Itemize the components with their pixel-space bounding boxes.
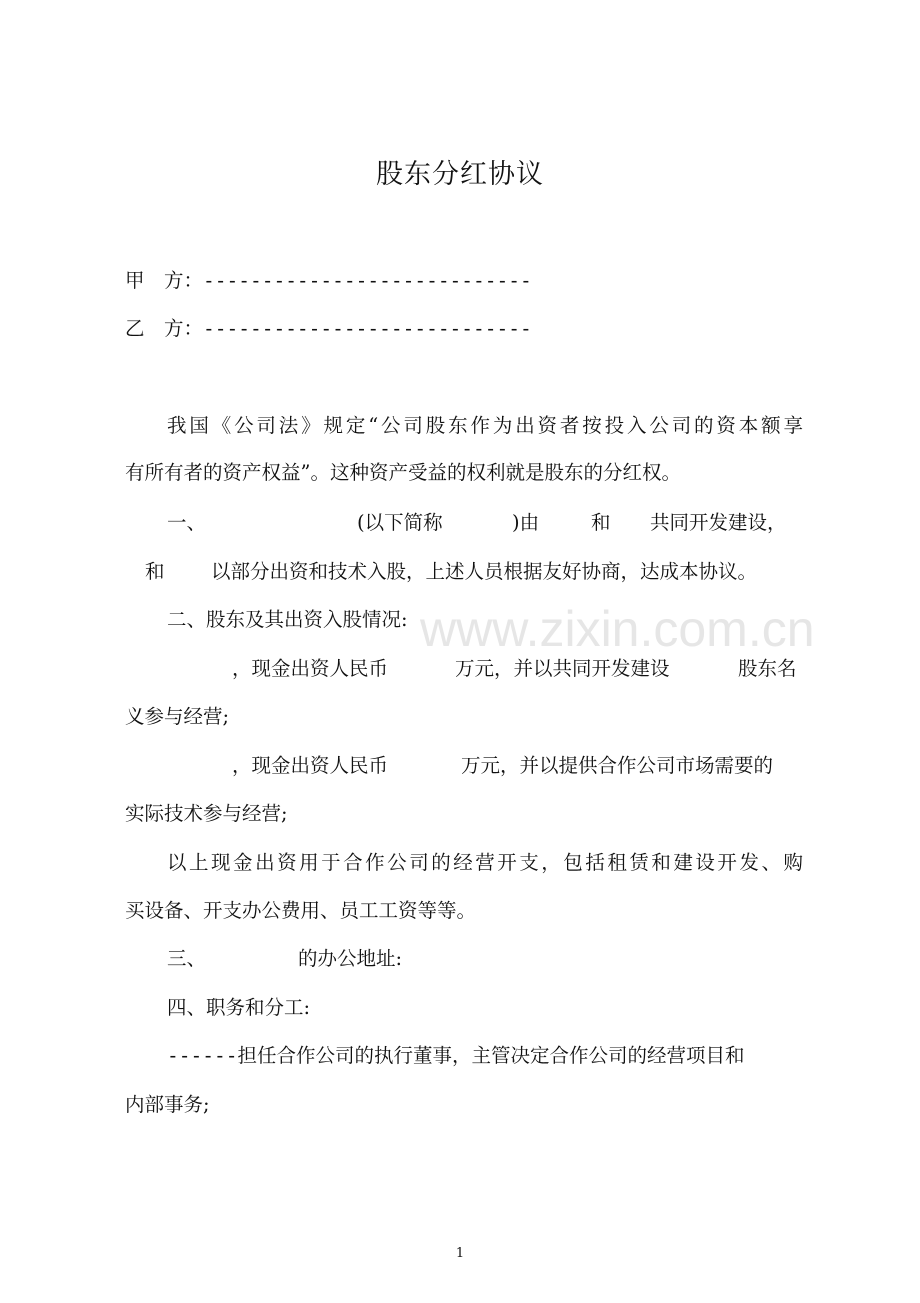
shareholder-1-develop: 万元，并以共同开发建设 — [455, 657, 670, 680]
section-4-duty-line-1 — [167, 1041, 744, 1071]
section-4-duty-line-2: 内部事务; — [125, 1093, 210, 1116]
shareholder-1-cont: 义参与经营; — [125, 705, 230, 728]
party-b-blank: ---------------------------- — [203, 317, 532, 340]
section-2-heading: 二、股东及其出资入股情况: — [167, 608, 408, 631]
cash-usage-line-1: 以上现金出资用于合作公司的经营开支，包括租赁和建设开发、购 — [167, 851, 803, 874]
page-number: 1 — [455, 1246, 465, 1261]
section-3-number: 三、 — [167, 947, 207, 970]
cash-usage-line-2: 买设备、开支办公费用、员工工资等等。 — [125, 899, 477, 922]
shareholder-2-cont: 实际技术参与经营; — [125, 802, 288, 825]
party-a-line — [125, 266, 532, 296]
shareholder-2-cash: ，现金出资人民币 — [232, 754, 389, 777]
section-4-heading: 四、职务和分工: — [167, 996, 311, 1019]
intro-line-2: 有所有者的资产权益”。这种资产受益的权利就是股东的分红权。 — [125, 461, 681, 484]
watermark: www.zixin.com.cn — [420, 601, 815, 657]
section-1-abbr: (以下简称 — [357, 511, 443, 534]
section-1-by: )由 — [512, 511, 540, 534]
intro-line-1: 我国《公司法》规定“公司股东作为出资者按投入公司的资本额享 — [167, 414, 803, 437]
section-1-agreement: 以部分出资和技术入股，上述人员根据友好协商，达成本协议。 — [211, 560, 758, 583]
section-3-address: 的办公地址: — [298, 947, 403, 970]
section-1-number: 一、 — [167, 511, 207, 534]
document-title: 股东分红协议 — [376, 159, 544, 190]
section-1-and: 和 — [591, 511, 611, 534]
section-4-duty-text: 担任合作公司的执行董事，主管决定合作公司的经营项目和 — [237, 1044, 745, 1067]
section-4-blank: ------ — [167, 1044, 238, 1067]
shareholder-1-name: 股东名 — [738, 657, 797, 680]
party-b-line — [125, 314, 532, 344]
section-1-develop: 共同开发建设， — [650, 511, 787, 534]
party-a-blank: ---------------------------- — [203, 269, 532, 292]
party-b-label: 乙 方： — [125, 317, 204, 340]
party-a-label: 甲 方： — [125, 269, 204, 292]
section-1-and-2: 和 — [145, 560, 165, 583]
shareholder-1-cash: ，现金出资人民币 — [232, 657, 389, 680]
shareholder-2-tech: 万元，并以提供合作公司市场需要的 — [461, 754, 774, 777]
